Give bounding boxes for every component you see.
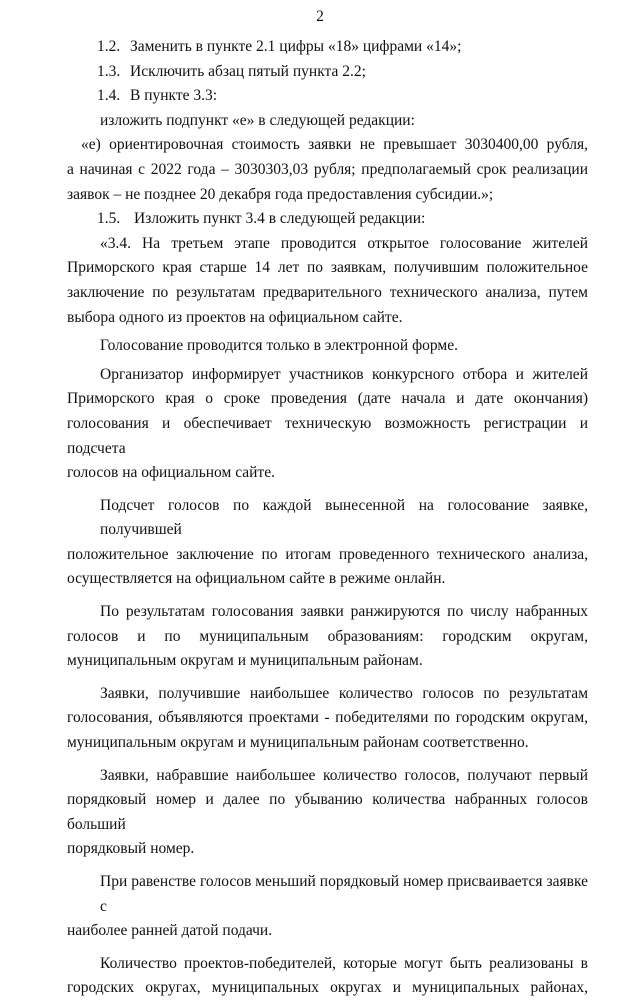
item-number: 1.3. bbox=[97, 62, 121, 80]
text-line: Заявки, набравшие наибольшее количество голосов, получают первый bbox=[100, 766, 588, 784]
paragraph-electronic-voting bbox=[67, 334, 588, 359]
list-item-1-2 bbox=[67, 35, 588, 60]
sub-intro: изложить подпункт «е» в следующей редакции: bbox=[100, 111, 415, 129]
text-line: выбора одного из проектов на официальном сайте. bbox=[67, 308, 403, 326]
text-line: «е) ориентировочная стоимость заявки не превышает 3030400,00 рубля, bbox=[81, 136, 588, 154]
document-body bbox=[67, 35, 588, 1001]
text-line: заключение по результатам предварительного технического анализа, путем bbox=[67, 283, 588, 301]
list-item-1-5 bbox=[67, 207, 588, 232]
text-line: городских округах, муниципальных округах и муниципальных районах, bbox=[67, 979, 588, 997]
text-line: Организатор информирует участников конкурсного отбора и жителей bbox=[100, 365, 588, 383]
text-line: Заявки, получившие наибольшее количество голосов по результатам bbox=[100, 684, 588, 702]
page-number: 2 bbox=[316, 8, 324, 25]
paragraph-winners-count bbox=[67, 952, 588, 1001]
text-line: положительное заключение по итогам проведенного технического анализа, bbox=[67, 545, 588, 563]
text-line: По результатам голосования заявки ранжируются по числу набранных bbox=[100, 603, 588, 621]
text-line: муниципальным округам и муниципальным районам соответственно. bbox=[67, 734, 529, 752]
text-line: Голосование проводится только в электронной форме. bbox=[100, 337, 458, 355]
paragraph-3-4 bbox=[67, 232, 588, 330]
text-line: голосования и обеспечивает техническую возможность регистрации и подсчета bbox=[67, 414, 588, 457]
text-line: голосования, объявляются проектами - победителями по городским округам, bbox=[67, 709, 588, 727]
item-text: Заменить в пункте 2.1 цифры «18» цифрами «14»; bbox=[130, 38, 462, 55]
text-line: осуществляется на официальном сайте в режиме онлайн. bbox=[67, 570, 446, 588]
text-line: Приморского края о сроке проведения (дате начала и дате окончания) bbox=[67, 390, 588, 408]
paragraph-organizer bbox=[67, 363, 588, 486]
item-text: В пункте 3.3: bbox=[130, 87, 218, 105]
paragraph-winners bbox=[67, 682, 588, 756]
text-line: наиболее ранней датой подачи. bbox=[67, 922, 273, 940]
text-line: заявок – не позднее 20 декабря года предоставления субсидии.»; bbox=[67, 185, 494, 203]
text-line: Подсчет голосов по каждой вынесенной на голосование заявке, получившей bbox=[100, 496, 588, 539]
paragraph-vote-count bbox=[67, 494, 588, 592]
text-line: а начиная с 2022 года – 3030303,03 рубля; предполагаемый срок реализации bbox=[67, 160, 588, 178]
text-line: порядковый номер. bbox=[67, 840, 195, 858]
text-line: Количество проектов-победителей, которые могут быть реализованы в bbox=[100, 954, 588, 972]
text-line: При равенстве голосов меньший порядковый номер присваивается заявке с bbox=[100, 873, 588, 915]
quote-subparagraph-e bbox=[67, 133, 588, 207]
text-line: порядковый номер и далее по убыванию количества набранных голосов больший bbox=[67, 791, 588, 833]
text-line: голосов и по муниципальным образованиям: городским округам, bbox=[67, 627, 588, 645]
item-number: 1.4. bbox=[97, 87, 121, 105]
paragraph-ordering bbox=[67, 764, 588, 862]
list-item-1-4 bbox=[67, 84, 588, 109]
text-line: муниципальным округам и муниципальным районам. bbox=[67, 652, 423, 670]
text-line: голосов на официальном сайте. bbox=[67, 464, 275, 482]
item-number: 1.2. bbox=[97, 38, 121, 55]
item-text: Изложить пункт 3.4 в следующей редакции: bbox=[134, 210, 426, 228]
list-item-1-3 bbox=[67, 60, 588, 85]
text-line: Приморского края старше 14 лет по заявкам, получившим положительное bbox=[67, 259, 588, 277]
item-text: Исключить абзац пятый пункта 2.2; bbox=[130, 62, 366, 80]
item-number: 1.5. bbox=[97, 210, 121, 228]
paragraph-ranking bbox=[67, 600, 588, 674]
paragraph-tie bbox=[67, 870, 588, 944]
text-line: «3.4. На третьем этапе проводится открытое голосование жителей bbox=[100, 234, 588, 252]
